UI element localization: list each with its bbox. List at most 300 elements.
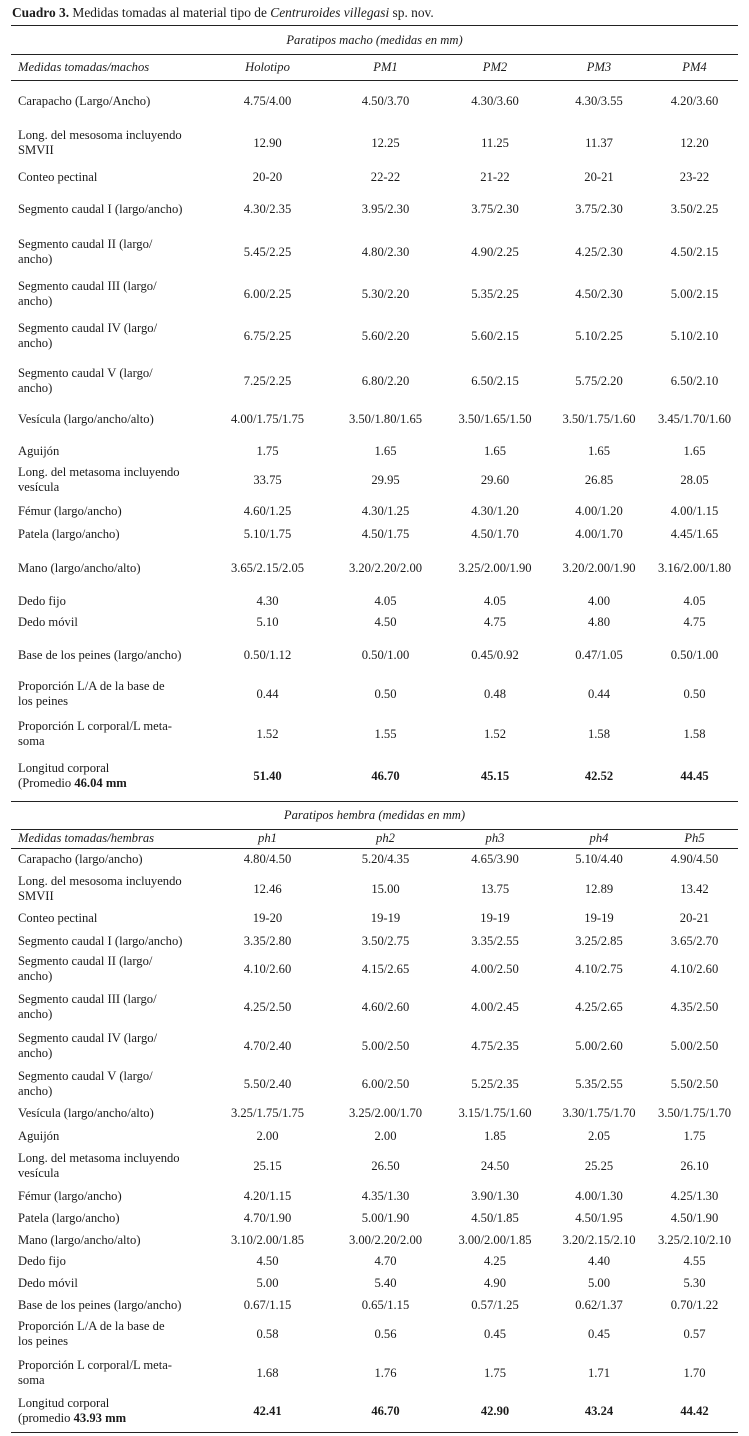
- row-label: [11, 1254, 207, 1269]
- cell-value: 29.60: [480, 472, 510, 487]
- table-row: [11, 1129, 738, 1144]
- row-label: [11, 170, 207, 185]
- row-label-line: Vesícula (largo/ancho/alto): [18, 411, 154, 426]
- cell-value: 5.40: [374, 1275, 397, 1290]
- cell-value: 3.35/2.80: [243, 933, 292, 948]
- table-row: [11, 1319, 738, 1349]
- table-row: [11, 1233, 738, 1248]
- cell-value: 4.05: [683, 593, 706, 608]
- cell-value: 5.00: [256, 1275, 279, 1290]
- column-header-3: PM2: [482, 59, 508, 74]
- row-label-line: ancho): [18, 1046, 53, 1060]
- cell-value: 5.00: [587, 1275, 611, 1290]
- cell-value: 1.68: [256, 1365, 279, 1380]
- cell-value: 4.35/2.50: [670, 999, 719, 1014]
- cell-value: 4.00: [587, 593, 611, 608]
- cell-value: 1.75: [256, 443, 279, 458]
- row-label: [11, 202, 207, 217]
- row-label: [11, 504, 207, 519]
- cell-value: 15.00: [371, 881, 400, 896]
- total-value: 46.70: [371, 768, 400, 783]
- table-row: [11, 94, 738, 109]
- row-label-line: Base de los peines (largo/ancho): [18, 647, 182, 662]
- cell-value: 1.65: [683, 443, 706, 458]
- column-header-1: Holotipo: [245, 59, 290, 74]
- section-end-rule: [11, 1432, 738, 1433]
- cell-value: 4.50/2.30: [575, 286, 623, 301]
- cell-value: 2.00: [256, 1128, 279, 1143]
- row-label-line: Fémur (largo/ancho): [18, 1188, 122, 1203]
- cell-value: 4.05: [483, 593, 507, 608]
- cell-value: 4.00/2.45: [471, 999, 519, 1014]
- cell-value: 25.15: [253, 1158, 282, 1173]
- cell-value: 4.10/2.60: [243, 961, 292, 976]
- cell-value: 0.70/1.22: [670, 1297, 719, 1312]
- cell-value: 0.50/1.00: [361, 647, 410, 662]
- caption-label: Cuadro 3.: [12, 5, 70, 20]
- cell-value: 1.65: [587, 443, 611, 458]
- cell-value: 3.90/1.30: [471, 1188, 519, 1203]
- cell-value: 19-20: [252, 910, 283, 925]
- row-label-line: Conteo pectinal: [18, 169, 98, 184]
- row-label: [11, 1151, 207, 1181]
- table-row: [11, 615, 738, 630]
- row-label: [11, 1319, 207, 1349]
- cell-value: 4.50/1.70: [471, 526, 519, 541]
- cell-value: 0.65/1.15: [361, 1297, 410, 1312]
- cell-value: 5.00/2.60: [575, 1038, 623, 1053]
- cell-value: 0.45: [587, 1326, 611, 1341]
- cell-value: 5.25/2.35: [471, 1076, 519, 1091]
- cell-value: 4.25/2.30: [575, 244, 623, 259]
- cell-value: 4.60/1.25: [243, 503, 292, 518]
- cell-value: 4.90: [483, 1275, 507, 1290]
- table-row: [11, 1276, 738, 1291]
- row-label-line: SMVII: [18, 889, 54, 903]
- cell-value: 4.05: [374, 593, 397, 608]
- cell-value: 19-19: [584, 910, 614, 925]
- row-label: [11, 1189, 207, 1204]
- cell-value: 5.60/2.15: [471, 328, 519, 343]
- table-row: [11, 874, 738, 904]
- cell-value: 4.20/3.60: [670, 93, 719, 108]
- column-header-4: ph4: [589, 830, 609, 845]
- row-label: [11, 911, 207, 926]
- cell-value: 4.00/1.15: [670, 503, 719, 518]
- table-row: [11, 1031, 738, 1061]
- cell-value: 19-19: [370, 910, 401, 925]
- table-row: [11, 170, 738, 185]
- cell-value: 12.89: [584, 881, 614, 896]
- row-label-line: Proporción L corporal/L meta-: [18, 1358, 172, 1372]
- row-label-line: Mano (largo/ancho/alto): [18, 1232, 141, 1247]
- table-row: [11, 128, 738, 158]
- row-label: [11, 366, 207, 396]
- cell-value: 3.25/2.85: [575, 933, 623, 948]
- cell-value: 5.30/2.20: [361, 286, 410, 301]
- row-label: [11, 719, 207, 749]
- row-label-line: ancho): [18, 969, 53, 983]
- row-label-line: soma: [18, 1373, 45, 1387]
- cell-value: 3.25/2.00/1.70: [348, 1105, 423, 1120]
- table-row: [11, 852, 738, 867]
- cell-value: 12.20: [680, 135, 709, 150]
- cell-value: 3.10/2.00/1.85: [230, 1232, 305, 1247]
- cell-value: 2.05: [587, 1128, 611, 1143]
- cell-value: 13.42: [680, 881, 709, 896]
- cell-value: 26.85: [584, 472, 614, 487]
- table-row: [11, 1189, 738, 1204]
- row-label-line: Segmento caudal III (largo/: [18, 992, 157, 1006]
- column-header-4: PM3: [586, 59, 612, 74]
- row-label-line: ancho): [18, 1007, 53, 1021]
- total-label-line: Longitud corporal: [18, 1396, 110, 1410]
- cell-value: 4.90/2.25: [471, 244, 519, 259]
- cell-value: 3.75/2.30: [575, 201, 623, 216]
- row-label: [11, 1129, 207, 1144]
- cell-value: 4.30/2.35: [243, 201, 292, 216]
- total-value: 51.40: [253, 768, 282, 783]
- cell-value: 0.45/0.92: [471, 647, 519, 662]
- cell-value: 4.50/1.95: [575, 1210, 623, 1225]
- cell-value: 4.20/1.15: [243, 1188, 292, 1203]
- row-label: [11, 1233, 207, 1248]
- row-label: [11, 615, 207, 630]
- cell-value: 3.20/2.00/1.90: [562, 560, 636, 575]
- row-label-line: ancho): [18, 294, 53, 308]
- row-label-line: Conteo pectinal: [18, 910, 98, 925]
- row-label-line: Segmento caudal IV (largo/: [18, 1031, 158, 1045]
- cell-value: 4.25/1.30: [670, 1188, 719, 1203]
- row-label: [11, 412, 207, 427]
- row-label: [11, 679, 207, 709]
- row-label-line: vesícula: [18, 480, 60, 494]
- row-label-line: soma: [18, 734, 45, 748]
- row-label-line: Segmento caudal I (largo/ancho): [18, 933, 183, 948]
- cell-value: 5.20/4.35: [361, 851, 410, 866]
- row-label-line: los peines: [18, 694, 69, 708]
- cell-value: 3.50/1.75/1.60: [562, 411, 636, 426]
- table-row: [11, 237, 738, 267]
- cell-value: 4.00/1.70: [575, 526, 623, 541]
- table-row: [11, 527, 738, 542]
- table-row: [11, 366, 738, 396]
- cell-value: 5.10/4.40: [575, 851, 623, 866]
- cell-value: 4.25/2.65: [575, 999, 623, 1014]
- cell-value: 11.37: [585, 135, 613, 150]
- cell-value: 1.85: [483, 1128, 507, 1143]
- cell-value: 4.70/1.90: [243, 1210, 292, 1225]
- cell-value: 28.05: [680, 472, 709, 487]
- row-label-line: Segmento caudal II (largo/: [18, 237, 153, 251]
- table-row: [11, 992, 738, 1022]
- table-row: [11, 911, 738, 926]
- row-label-line: Segmento caudal III (largo/: [18, 279, 157, 293]
- cell-value: 1.71: [587, 1365, 611, 1380]
- row-label: [11, 1298, 207, 1313]
- section-end-rule: [11, 801, 738, 802]
- row-label-line: Dedo fijo: [18, 593, 66, 608]
- header-rule: [11, 80, 738, 81]
- row-label: [11, 1276, 207, 1291]
- row-label: [11, 279, 207, 309]
- cell-value: 13.75: [480, 881, 510, 896]
- table-row: [11, 1106, 738, 1121]
- cell-value: 5.10/2.10: [670, 328, 719, 343]
- row-label: [11, 465, 207, 495]
- cell-value: 3.25/2.10/2.10: [657, 1232, 732, 1247]
- cell-value: 11.25: [481, 135, 509, 150]
- cell-value: 0.48: [483, 686, 507, 701]
- table-caption: [12, 4, 434, 22]
- cell-value: 0.50: [374, 686, 397, 701]
- row-label-line: Long. del mesosoma incluyendo: [18, 874, 182, 888]
- row-label-line: Carapacho (largo/ancho): [18, 851, 143, 866]
- cell-value: 3.20/2.20/2.00: [348, 560, 423, 575]
- cell-value: 3.95/2.30: [361, 201, 410, 216]
- table-row: [11, 594, 738, 609]
- row-label-line: Patela (largo/ancho): [18, 526, 120, 541]
- table-row: [11, 412, 738, 427]
- cell-value: 3.50/1.75/1.70: [657, 1105, 732, 1120]
- row-label: [11, 237, 207, 267]
- row-label: [11, 321, 207, 351]
- cell-value: 4.40: [587, 1253, 611, 1268]
- row-label-line: Segmento caudal IV (largo/: [18, 321, 158, 335]
- caption-species: Centruroides villegasi: [270, 5, 390, 20]
- row-label: [11, 874, 207, 904]
- row-label-line: Long. del mesosoma incluyendo: [18, 128, 182, 142]
- cell-value: 1.55: [374, 726, 397, 741]
- row-label-line: ancho): [18, 1084, 53, 1098]
- cell-value: 4.00/2.50: [471, 961, 519, 976]
- cell-value: 1.76: [374, 1365, 397, 1380]
- cell-value: 4.15/2.65: [361, 961, 410, 976]
- row-label: [11, 1031, 207, 1061]
- cell-value: 5.00/2.50: [361, 1038, 410, 1053]
- column-header-label: Medidas tomadas/machos: [18, 59, 150, 74]
- table-row: [11, 1358, 738, 1388]
- cell-value: 3.50/2.75: [361, 933, 410, 948]
- row-label-line: ancho): [18, 381, 53, 395]
- column-header-row: [11, 59, 738, 75]
- table-row: [11, 1211, 738, 1226]
- column-header-1: ph1: [258, 830, 277, 845]
- cell-value: 1.52: [256, 726, 279, 741]
- cell-value: 0.50/1.00: [670, 647, 719, 662]
- cell-value: 5.50/2.40: [243, 1076, 292, 1091]
- caption-suffix: sp. nov.: [392, 5, 434, 20]
- row-label: [11, 1106, 207, 1121]
- cell-value: 3.25/2.00/1.90: [458, 560, 532, 575]
- cell-value: 5.10/2.25: [575, 328, 623, 343]
- cell-value: 4.90/4.50: [670, 851, 719, 866]
- cell-value: 0.50: [683, 686, 706, 701]
- cell-value: 7.25/2.25: [243, 373, 292, 388]
- cell-value: 3.00/2.00/1.85: [458, 1232, 532, 1247]
- cell-value: 4.50: [374, 614, 397, 629]
- total-label-line: Longitud corporal: [18, 761, 110, 775]
- cell-value: 4.10/2.60: [670, 961, 719, 976]
- cell-value: 4.45/1.65: [670, 526, 719, 541]
- row-label: [11, 934, 207, 949]
- cell-value: 5.50/2.50: [670, 1076, 719, 1091]
- cell-value: 4.80/2.30: [361, 244, 410, 259]
- cell-value: 4.35/1.30: [361, 1188, 410, 1203]
- cell-value: 4.70/2.40: [243, 1038, 292, 1053]
- cell-value: 3.50/1.80/1.65: [348, 411, 423, 426]
- cell-value: 3.20/2.15/2.10: [562, 1232, 636, 1247]
- cell-value: 5.10: [256, 614, 279, 629]
- cell-value: 0.50/1.12: [243, 647, 292, 662]
- row-label-line: Proporción L/A de la base de: [18, 679, 165, 693]
- cell-value: 4.30/1.25: [361, 503, 410, 518]
- row-label-line: Carapacho (Largo/Ancho): [18, 93, 151, 108]
- row-label: [11, 594, 207, 609]
- column-header-5: PM4: [682, 59, 707, 74]
- row-label-line: Dedo móvil: [18, 1275, 78, 1290]
- cell-value: 3.15/1.75/1.60: [458, 1105, 532, 1120]
- cell-value: 4.75/2.35: [471, 1038, 519, 1053]
- cell-value: 5.60/2.20: [361, 328, 410, 343]
- cell-value: 4.60/2.60: [361, 999, 410, 1014]
- cell-value: 1.52: [483, 726, 507, 741]
- cell-value: 12.90: [253, 135, 282, 150]
- column-header-5: Ph5: [684, 830, 705, 845]
- cell-value: 0.45: [483, 1326, 507, 1341]
- total-value: 44.42: [680, 1403, 709, 1418]
- cell-value: 4.10/2.75: [575, 961, 623, 976]
- table-row: [11, 1069, 738, 1099]
- cell-value: 0.67/1.15: [243, 1297, 292, 1312]
- cell-value: 4.30/1.20: [471, 503, 519, 518]
- cell-value: 26.10: [680, 1158, 709, 1173]
- row-label-line: ancho): [18, 336, 53, 350]
- cell-value: 5.00/2.50: [670, 1038, 719, 1053]
- row-label-line: vesícula: [18, 1166, 60, 1180]
- cell-value: 4.50/1.90: [670, 1210, 719, 1225]
- cell-value: 4.25/2.50: [243, 999, 292, 1014]
- section-rule: [11, 54, 738, 55]
- cell-value: 3.45/1.70/1.60: [657, 411, 732, 426]
- cell-value: 5.35/2.25: [471, 286, 519, 301]
- row-label-line: ancho): [18, 252, 53, 266]
- cell-value: 4.00/1.20: [575, 503, 623, 518]
- cell-value: 21-22: [480, 169, 510, 184]
- total-value: 44.45: [680, 768, 709, 783]
- row-label-line: Mano (largo/ancho/alto): [18, 560, 141, 575]
- cell-value: 0.57/1.25: [471, 1297, 519, 1312]
- table-row: [11, 279, 738, 309]
- table-row: [11, 444, 738, 459]
- cell-value: 4.75/4.00: [243, 93, 292, 108]
- row-label-line: Fémur (largo/ancho): [18, 503, 122, 518]
- row-label-line: Patela (largo/ancho): [18, 1210, 120, 1225]
- cell-value: 0.56: [374, 1326, 397, 1341]
- cell-value: 4.00/1.75/1.75: [230, 411, 305, 426]
- cell-value: 2.00: [374, 1128, 397, 1143]
- cell-value: 3.65/2.15/2.05: [230, 560, 305, 575]
- table-row: [11, 321, 738, 351]
- row-label: [11, 94, 207, 109]
- cell-value: 3.00/2.20/2.00: [348, 1232, 423, 1247]
- cell-value: 1.75: [683, 1128, 706, 1143]
- cell-value: 0.44: [587, 686, 611, 701]
- cell-value: 5.00/2.15: [670, 286, 719, 301]
- table-row: [11, 648, 738, 663]
- row-label-line: Segmento caudal I (largo/ancho): [18, 201, 183, 216]
- cell-value: 4.30/3.60: [471, 93, 519, 108]
- row-label: [11, 1069, 207, 1099]
- row-label-line: Segmento caudal II (largo/: [18, 954, 153, 968]
- row-label: [11, 527, 207, 542]
- total-row: [11, 1396, 738, 1426]
- row-label-line: Aguijón: [18, 443, 60, 458]
- cell-value: 4.30/3.55: [575, 93, 623, 108]
- row-label-line: Vesícula (largo/ancho/alto): [18, 1105, 154, 1120]
- cell-value: 5.10/1.75: [243, 526, 292, 541]
- row-label: [11, 444, 207, 459]
- cell-value: 12.46: [253, 881, 282, 896]
- cell-value: 1.65: [483, 443, 507, 458]
- section-title: Paratipos hembra (medidas en mm): [283, 808, 466, 822]
- total-value: 46.70: [371, 1403, 400, 1418]
- cell-value: 0.44: [256, 686, 279, 701]
- cell-value: 4.75: [683, 614, 706, 629]
- cell-value: 0.58: [256, 1326, 279, 1341]
- row-label: [11, 954, 207, 984]
- row-label-line: Segmento caudal V (largo/: [18, 1069, 153, 1083]
- row-label-line: Long. del metasoma incluyendo: [18, 1151, 180, 1165]
- total-value: 42.52: [584, 768, 614, 783]
- cell-value: 4.50/1.75: [361, 526, 410, 541]
- cell-value: 1.70: [683, 1365, 706, 1380]
- row-label: [11, 561, 207, 576]
- row-label: [11, 852, 207, 867]
- cell-value: 23-22: [679, 169, 710, 184]
- row-label-line: Base de los peines (largo/ancho): [18, 1297, 182, 1312]
- cell-value: 4.30: [256, 593, 279, 608]
- cell-value: 5.00/1.90: [361, 1210, 410, 1225]
- cell-value: 5.35/2.55: [575, 1076, 623, 1091]
- row-label: [11, 648, 207, 663]
- cell-value: 3.16/2.00/1.80: [657, 560, 732, 575]
- total-label-line: [18, 776, 207, 791]
- total-value: 42.41: [253, 1403, 282, 1418]
- total-average-prefix: (Promedio: [18, 776, 75, 790]
- cell-value: 3.25/1.75/1.75: [230, 1105, 305, 1120]
- cell-value: 0.62/1.37: [575, 1297, 623, 1312]
- total-label: [11, 1396, 207, 1426]
- cell-value: 4.50/1.85: [471, 1210, 519, 1225]
- cell-value: 3.65/2.70: [670, 933, 719, 948]
- top-rule: [11, 25, 738, 26]
- cell-value: 22-22: [370, 169, 401, 184]
- cell-value: 0.57: [683, 1326, 706, 1341]
- row-label-line: Proporción L corporal/L meta-: [18, 719, 172, 733]
- row-label: [11, 128, 207, 158]
- total-row: [11, 761, 738, 791]
- column-header-3: ph3: [485, 830, 505, 845]
- column-header-row: [11, 830, 738, 846]
- total-label: [11, 761, 207, 791]
- section-title: Paratipos macho (medidas en mm): [286, 33, 463, 47]
- table-row: [11, 1254, 738, 1269]
- total-label-line: [18, 1411, 207, 1426]
- cell-value: 4.25: [483, 1253, 507, 1268]
- table-row: [11, 719, 738, 749]
- cell-value: 3.35/2.55: [471, 933, 519, 948]
